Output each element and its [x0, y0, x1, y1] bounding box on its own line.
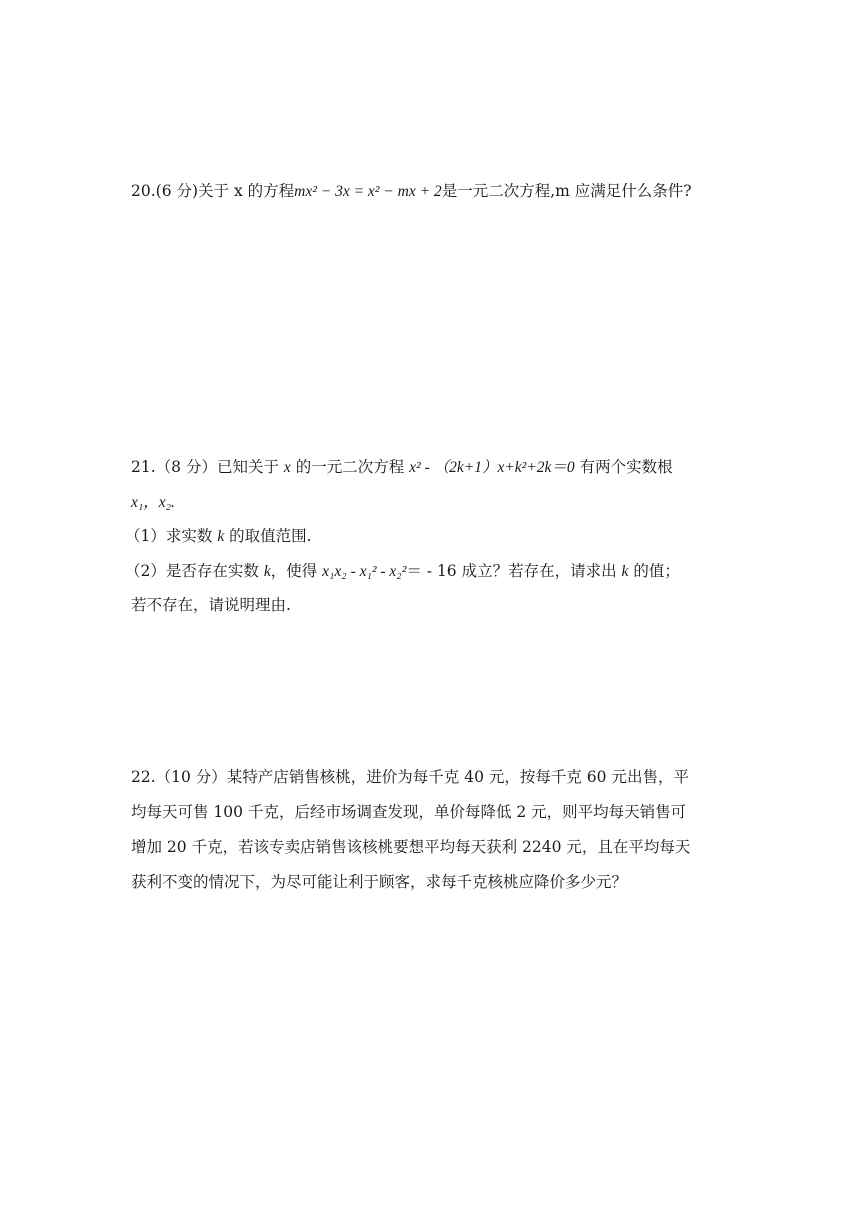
q21-part2-k: k: [263, 563, 271, 580]
q21-part1-a: （1）求实数: [125, 527, 213, 545]
q22-line4: 获利不变的情况下，为尽可能让利于顾客，求每千克核桃应降价多少元？: [131, 873, 628, 891]
question-20: [131, 180, 692, 203]
question-21-part-2: [125, 560, 680, 583]
q21-intro-b: 的一元二次方程: [295, 458, 405, 476]
q21-part2-line2: 若不存在，请说明理由.: [131, 596, 291, 614]
q21-roots: x₁，x₂.: [131, 494, 175, 511]
q21-part2-k2: k: [621, 563, 629, 580]
q22-line1: 22.（10 分）某特产店销售核桃，进价为每千克 40 元，按每千克 60 元出售，平: [131, 768, 689, 786]
q20-suffix: 是一元二次方程,m 应满足什么条件?: [441, 182, 692, 200]
q21-part2-b: ，使得: [270, 562, 318, 580]
q20-equation: mx² − 3x = x² − mx + 2: [294, 183, 442, 200]
q21-equation: x² - （2k+1）x+k²+2k＝0: [409, 459, 575, 476]
q22-line2: 均每天可售 100 千克，后经市场调查发现，单价每降低 2 元，则平均每天销售可: [131, 803, 687, 821]
q21-part2-d: 的值；: [633, 562, 680, 580]
q21-part2-a: （2）是否存在实数: [125, 562, 259, 580]
question-22-line-2: [131, 801, 686, 823]
q21-part1-b: 的取值范围.: [229, 527, 312, 545]
question-21-part-1: [125, 525, 312, 548]
q22-line3: 增加 20 千克，若该专卖店销售该核桃要想平均每天获利 2240 元，且在平均每天: [131, 838, 691, 856]
question-22-line-1: [131, 766, 689, 788]
question-21-part-2-line-2: [131, 594, 291, 616]
q21-intro-c: 有两个实数根: [579, 458, 673, 476]
question-22-line-3: [131, 836, 690, 858]
q21-intro: 21.（8 分）已知关于: [131, 458, 279, 476]
question-21-line-1: [131, 456, 673, 479]
q21-part1-k: k: [217, 528, 225, 545]
question-22-line-4: [131, 871, 627, 893]
question-21-line-2: [131, 491, 175, 514]
q21-part2-equation: x₁x₂ - x₁² - x₂²: [322, 563, 407, 580]
q20-prefix: 20.(6 分)关于 x 的方程: [131, 182, 295, 200]
q21-part2-c: ＝ - 16 成立？若存在，请求出: [406, 562, 617, 580]
q21-var-x: x: [283, 459, 291, 476]
